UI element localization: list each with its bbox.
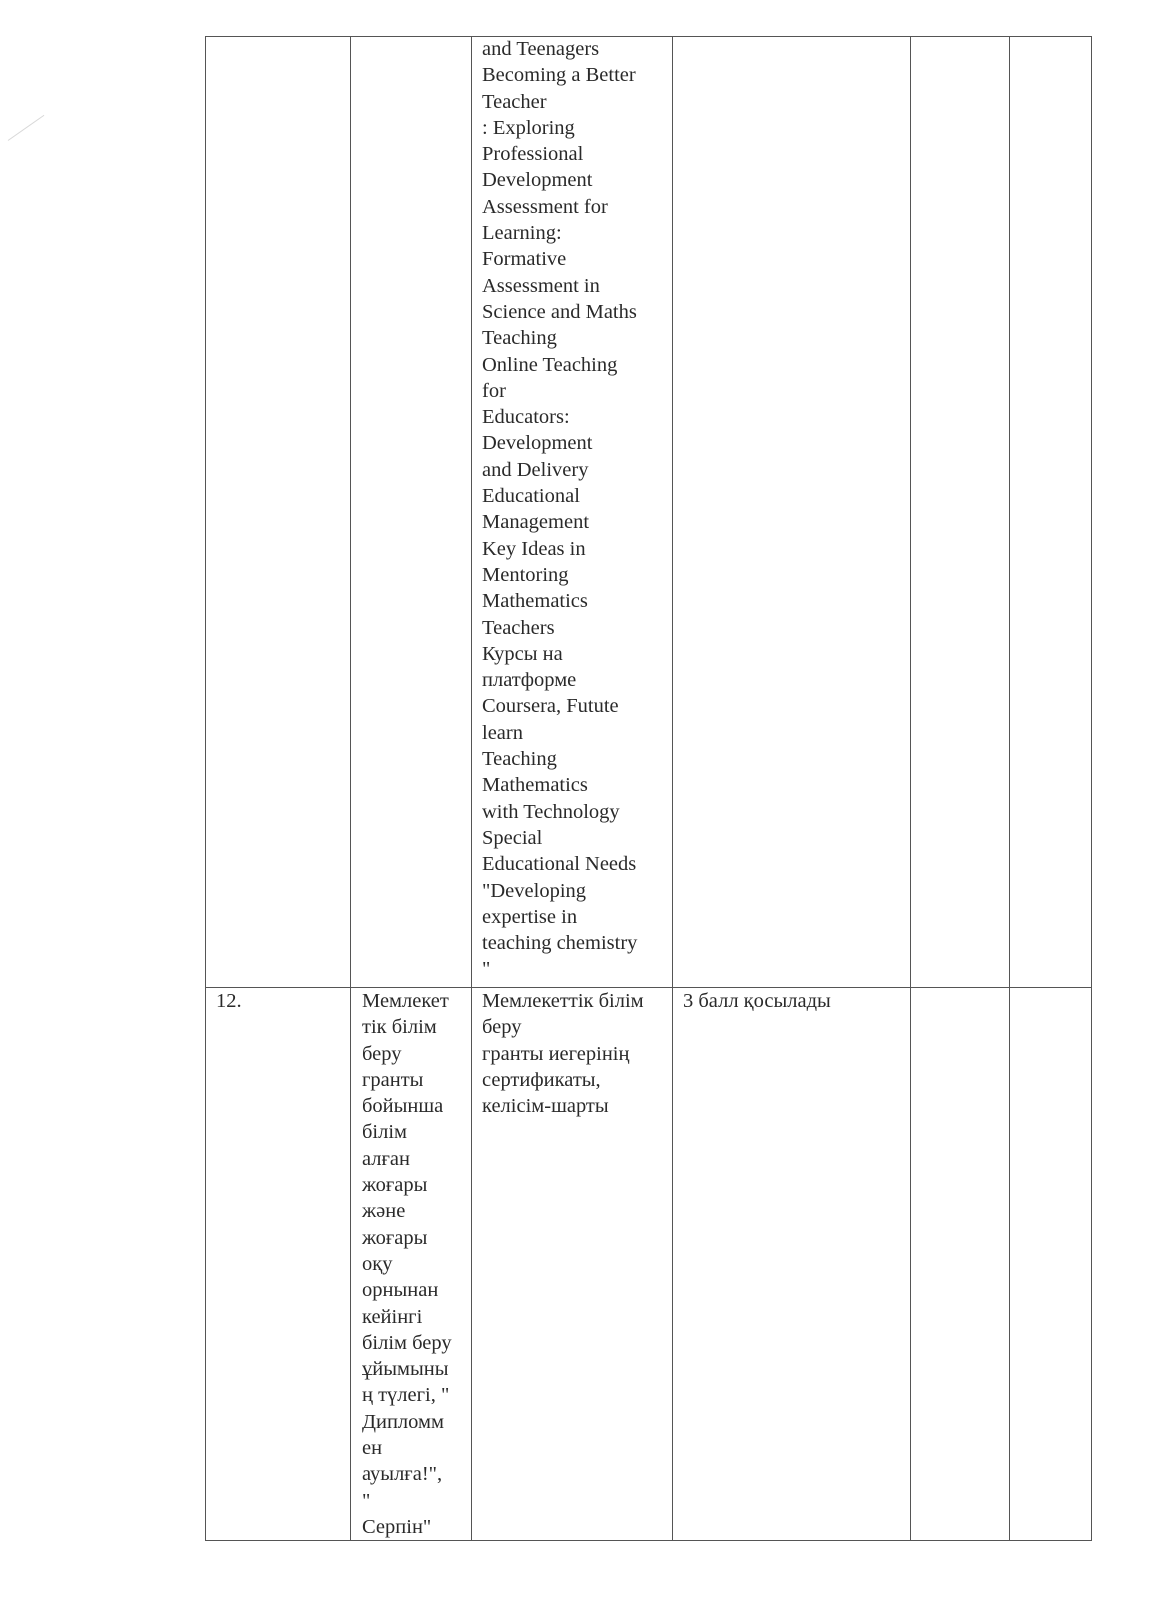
cell-line: Educational Needs [482, 853, 637, 876]
criterion-cell [351, 988, 472, 1541]
cell-line: және [362, 1200, 406, 1223]
cell-line: алған [362, 1147, 410, 1170]
row-number-cell [206, 988, 351, 1541]
cell-line: беру [362, 1042, 402, 1065]
cell-line: and Teenagers [482, 38, 600, 60]
row-number: 12. [216, 990, 242, 1012]
cell-line: " [362, 1489, 371, 1512]
cell-line: ұйымыны [362, 1358, 449, 1381]
cell-line: for [482, 379, 506, 402]
cell-line: teaching chemistry [482, 932, 638, 955]
cell-line: Learning: [482, 222, 562, 245]
cell-line: ң түлегі, " [362, 1384, 450, 1407]
row-number-cell [206, 37, 351, 988]
cell-line: Educational [482, 485, 580, 508]
cell-line: Mathematics [482, 590, 588, 613]
cell-line: " [482, 958, 491, 981]
documents-cell [472, 37, 673, 988]
cell-line: Development [482, 169, 593, 192]
cell-line: Online Teaching [482, 353, 618, 376]
cell-line: learn [482, 721, 523, 744]
cell-line: орнынан [362, 1279, 439, 1302]
points-cell [673, 988, 911, 1541]
cell-line: Becoming a Better [482, 64, 636, 87]
empty-cell [911, 37, 1010, 988]
cell-line: келісім-шарты [482, 1095, 609, 1118]
cell-line: with Technology [482, 800, 620, 823]
empty-cell [1010, 988, 1092, 1541]
cell-line: Серпін" [362, 1515, 432, 1538]
points-cell [673, 37, 911, 988]
cell-line: Formative [482, 248, 567, 271]
cell-line: Coursera, Fututе [482, 695, 619, 718]
cell-line: тік білім [362, 1016, 437, 1039]
cell-line: Teaching [482, 748, 557, 771]
cell-line: Development [482, 432, 593, 455]
cell-line: Дипломм [362, 1410, 444, 1433]
cell-line: Mentoring [482, 563, 569, 586]
cell-line: Assessment in [482, 274, 600, 297]
cell-line: Educators: [482, 406, 570, 429]
cell-line: Курсы на [482, 642, 563, 665]
empty-cell [1010, 37, 1092, 988]
cell-line: гранты [362, 1068, 424, 1091]
cell-line: жоғары [362, 1174, 428, 1197]
cell-line: Assessment for [482, 195, 608, 218]
cell-line: Mathematics [482, 774, 588, 797]
cell-line: білім [362, 1121, 408, 1144]
cell-line: Teacher [482, 90, 547, 113]
cell-line: Professional [482, 143, 584, 166]
cell-line: Teaching [482, 327, 557, 350]
table-row [206, 37, 1092, 988]
cell-line: Special [482, 826, 543, 849]
scan-artifact [8, 115, 45, 141]
table-row [206, 988, 1092, 1541]
cell-line: білім беру [362, 1331, 452, 1354]
cell-line: жоғары [362, 1226, 428, 1249]
cell-line: ен [362, 1437, 383, 1460]
cell-line: expertise in [482, 905, 578, 928]
empty-cell [911, 988, 1010, 1541]
cell-line: кейінгі [362, 1305, 423, 1328]
cell-line: бойынша [362, 1095, 444, 1118]
cell-line: ауылға!", [362, 1463, 443, 1486]
cell-line: беру [482, 1016, 522, 1039]
documents-cell [472, 988, 673, 1541]
cell-line: Teachers [482, 616, 555, 639]
cell-line: Мемлекеттік білім [482, 990, 644, 1012]
cell-line: оқу [362, 1252, 393, 1275]
cell-line: and Delivery [482, 458, 589, 481]
cell-line: Мемлекет [362, 990, 449, 1012]
cell-line: Science and Maths [482, 300, 637, 323]
cell-line: платформе [482, 669, 577, 692]
criterion-cell [351, 37, 472, 988]
cell-line: гранты иегерінің [482, 1042, 630, 1065]
cell-line: "Developing [482, 879, 587, 902]
cell-line: 3 балл қосылады [683, 990, 831, 1012]
cell-line: Key Ideas in [482, 537, 586, 560]
cell-line: сертификаты, [482, 1068, 601, 1091]
criteria-table [205, 36, 1092, 1541]
cell-line: : Exploring [482, 116, 575, 139]
cell-line: Management [482, 511, 590, 534]
